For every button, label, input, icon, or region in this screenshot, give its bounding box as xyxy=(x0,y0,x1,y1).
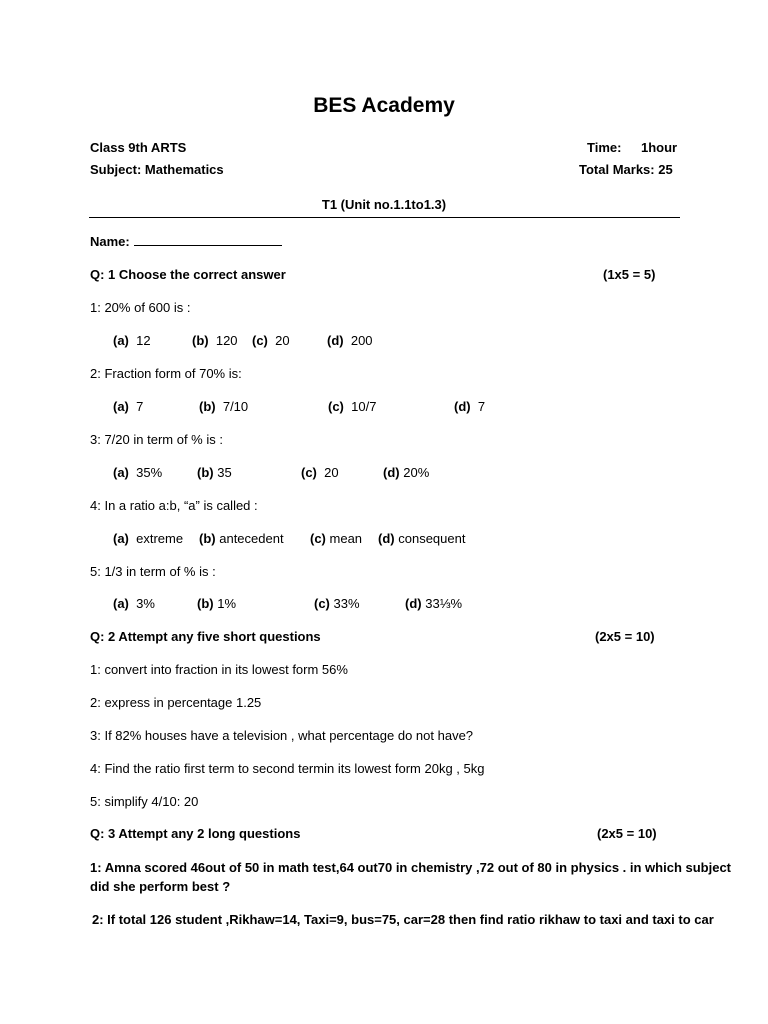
mcq-question-4: 4: In a ratio a:b, “a” is called : xyxy=(90,498,258,513)
time-label: Time: xyxy=(587,140,622,155)
subject-label: Subject: Mathematics xyxy=(90,162,224,177)
mcq-question-1: 1: 20% of 600 is : xyxy=(90,300,191,315)
class-label: Class 9th ARTS xyxy=(90,140,187,155)
q4-option-a: (a) extreme xyxy=(113,531,184,546)
section2-heading: Q: 2 Attempt any five short questions xyxy=(90,629,321,644)
section3-heading: Q: 3 Attempt any 2 long questions xyxy=(90,826,301,841)
q5-option-a: (a) 3% xyxy=(113,596,155,611)
mcq-question-5: 5: 1/3 in term of % is : xyxy=(90,564,216,579)
header-divider xyxy=(89,217,680,218)
q4-option-c: (c) mean xyxy=(310,531,363,546)
section1-marks: (1x5 = 5) xyxy=(603,267,656,282)
long-question-1-line-1: 1: Amna scored 46out of 50 in math test,64 out70 in chemistry ,72 out of 80 in physics . in which subject xyxy=(90,860,732,875)
name-label: Name: xyxy=(90,234,130,249)
q5-option-d: (d) 33⅓% xyxy=(405,596,463,611)
total-marks: Total Marks: 25 xyxy=(579,162,673,177)
q2-option-b: (b) 7/10 xyxy=(199,399,249,414)
long-question-2: 2: If total 126 student ,Rikhaw=14, Taxi=9, bus=75, car=28 then find ratio rikhaw to taxi and taxi to car xyxy=(92,912,714,927)
q5-option-b: (b) 1% xyxy=(197,596,237,611)
name-blank-line[interactable] xyxy=(134,233,282,246)
q3-option-b: (b) 35 xyxy=(197,465,232,480)
q3-option-a: (a) 35% xyxy=(113,465,163,480)
q3-option-c: (c) 20 xyxy=(301,465,339,480)
q1-option-d: (d) 200 xyxy=(327,333,373,348)
time-value: 1hour xyxy=(641,140,678,155)
q2-option-c: (c) 10/7 xyxy=(328,399,377,414)
name-row xyxy=(90,233,282,249)
q1-option-a: (a) 12 xyxy=(113,333,151,348)
q1-option-c: (c) 20 xyxy=(252,333,290,348)
short-question-5: 5: simplify 4/10: 20 xyxy=(90,794,199,809)
section3-marks: (2x5 = 10) xyxy=(597,826,657,841)
q1-option-b: (b) 120 xyxy=(192,333,238,348)
q4-option-d: (d) consequent xyxy=(378,531,466,546)
q5-option-c: (c) 33% xyxy=(314,596,360,611)
mcq-question-2: 2: Fraction form of 70% is: xyxy=(90,366,242,381)
short-question-2: 2: express in percentage 1.25 xyxy=(90,695,262,710)
q4-option-b: (b) antecedent xyxy=(199,531,284,546)
q2-option-a: (a) 7 xyxy=(113,399,144,414)
school-title: BES Academy xyxy=(313,94,455,117)
short-question-3: 3: If 82% houses have a television , what percentage do not have? xyxy=(90,728,474,743)
q3-option-d: (d) 20% xyxy=(383,465,430,480)
mcq-question-3: 3: 7/20 in term of % is : xyxy=(90,432,223,447)
long-question-1-line-2: did she perform best ? xyxy=(90,879,231,894)
q2-option-d: (d) 7 xyxy=(454,399,486,414)
section2-marks: (2x5 = 10) xyxy=(595,629,655,644)
test-title: T1 (Unit no.1.1to1.3) xyxy=(321,197,447,212)
section1-heading: Q: 1 Choose the correct answer xyxy=(90,267,286,282)
short-question-1: 1: convert into fraction in its lowest form 56% xyxy=(90,662,348,677)
short-question-4: 4: Find the ratio first term to second termin its lowest form 20kg , 5kg xyxy=(90,761,485,776)
